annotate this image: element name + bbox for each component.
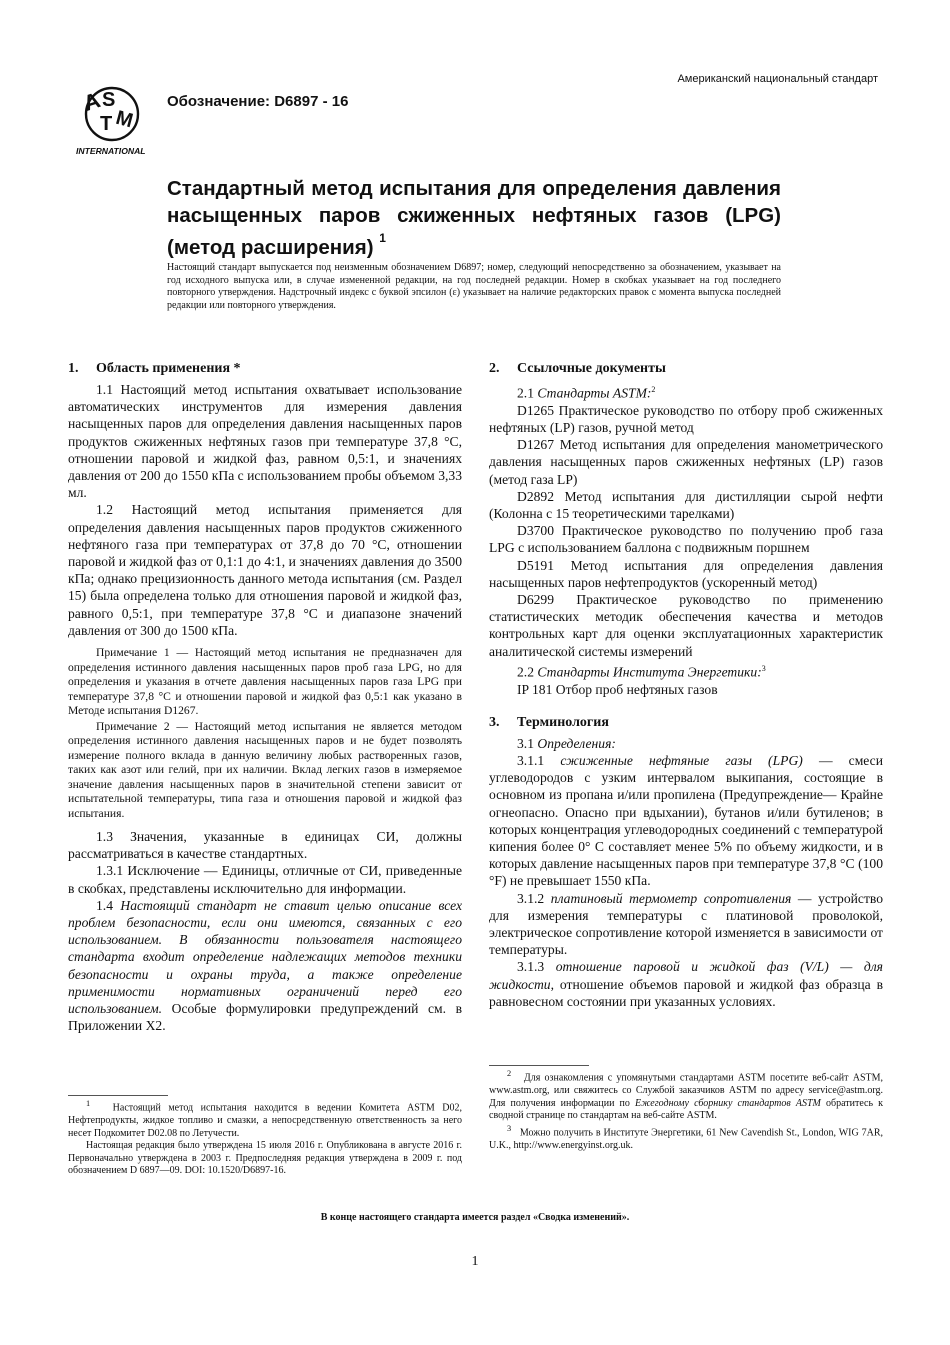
definition-3-1-2: 3.1.2 платиновый термометр сопротивления — устройство для измерения температуры с платиновой проволокой, электрическое сопротивление которой изменяется в зависимости от температуры. — [489, 890, 884, 958]
reference-item: D5191 Метод испытания для определения давления насыщенных паров нефтепродуктов (ускоренный метод) — [489, 557, 883, 590]
paragraph-3-1: 3.1 Определения: — [517, 735, 616, 751]
footnote-rule-right — [489, 1065, 589, 1066]
footnote-rule-left — [68, 1095, 168, 1096]
paragraph-1-2: 1.2 Настоящий метод испытания применяется для определения давления насыщенных паров продуктов сжиженного нефтяного газа при температурах от 37,8 до 70 °C, отношении паровой и жидкой фаз от 0,1:1 до 4:1, и значениях давления до 3500 кПа; однако прецизионность данного метода испытания (см. Раздел 15) была определена только для отношения паровой и жидкой фаз, равного 0,5:1, при температуре 37,8 °C и диапазоне значений давления от 300 до 1500 кПа. — [68, 502, 462, 638]
paragraph-1-4: 1.4 Настоящий стандарт не ставит целью описание всех проблем безопасности, если они имеются, связанных с его использованием. В обязанности пользователя настоящего стандарта входит определение надлежащих методов техники безопасности и охраны труда, а также определение применимости нормативных ограничений перед его использованием. Особые формулировки предупреждений см. в Приложении X2. — [68, 897, 463, 1034]
designation: Обозначение: D6897 - 16 — [167, 93, 349, 110]
right-column — [489, 360, 883, 1010]
definition-3-1-3: 3.1.3 отношение паровой и жидкой фаз (V/L) — для жидкости, отношение объемов паровой и жидкой фаз образца в равновесном состоянии при указанных условиях. — [489, 959, 883, 1009]
document-title — [167, 175, 781, 261]
paragraph-1-3: 1.3 Значения, указанные в единицах СИ, должны рассматриваться в качестве стандартных. — [68, 829, 462, 862]
footnotes-right — [489, 1068, 883, 1152]
note-2: Примечание 2 — Настоящий метод испытания не является методом определения истинного давления насыщенных паров и не будет позволять измерение полного вклада в данную величину любых растворенных газов, таких как азот или гелий, при их наличии. Вклад легких газов в измеряемое значение давления насыщенных паров в значительной степени зависит от испытательной температуры, типа газа и отношения паровой и жидкой фаз испытания. — [68, 719, 462, 820]
svg-text:M: M — [113, 106, 136, 133]
svg-text:A: A — [80, 87, 104, 116]
reference-item: D1267 Метод испытания для определения манометрического давления насыщенных паров сжиженных нефтяных (LP) газов (метод газа LP) — [489, 437, 883, 487]
logo-international-text: INTERNATIONAL — [76, 146, 146, 156]
paragraph-2-2: 2.2 Стандарты Института Энергетики:$^3$ — [517, 663, 766, 680]
reference-ip181: IP 181 Отбор проб нефтяных газов — [517, 681, 718, 697]
footnote-1: $^1$ Настоящий метод испытания находится в ведении Комитета ASTM D02, Нефтепродукты, жидкое топливо и смазки, а непосредственную ответственность за него несет Подкомитет D02.08 по Летучести. — [68, 1099, 462, 1139]
footnote-3: $^3$ Можно получить в Институте Энергетики, 61 New Cavendish St., London, WIG 7AR, U.K., http://www.energyinst.org.uk. — [489, 1123, 883, 1151]
reference-item: D1265 Практическое руководство по отбору проб сжиженных нефтяных (LP) газов, ручной метод — [489, 402, 883, 435]
section-1-heading: 1. Область применения * — [68, 361, 241, 376]
paragraph-1-1: 1.1 Настоящий метод испытания охватывает использование автоматических инструментов для измерения давления насыщенных паров для определения давления насыщенных паров продуктов сжиженных нефтяных газов при температуре 37,8 °C, отношении паровой и жидкой фаз, равном 0,5:1, и значениях давления от 200 до 1550 кПа с использованием пробы объемом 3,33 мл. — [68, 382, 462, 501]
national-standard-label: Американский национальный стандарт — [677, 73, 878, 85]
paragraph-2-1: 2.1 Стандарты ASTM:$^2$ — [517, 385, 656, 401]
summary-of-changes-note: В конце настоящего стандарта имеется раздел «Сводка изменений». — [320, 1212, 630, 1223]
reference-item: D2892 Метод испытания для дистилляции сырой нефти (Колонна с 15 теоретическими тарелками) — [489, 488, 883, 521]
note-1: Примечание 1 — Настоящий метод испытания не предназначен для определения истинного давления насыщенных паров проб газа LPG, но для определения и указания в отчете давления насыщенных паров газа LPG при температуре 37,8 °C и отношении паровой и жидкой фаз 0,5:1 как указано в Методе испытания D1267. — [68, 646, 462, 718]
paragraph-1-3-1: 1.3.1 Исключение — Единицы, отличные от СИ, приведенные в скобках, представлены исключительно для информации. — [68, 863, 462, 896]
svg-text:T: T — [100, 113, 113, 135]
page-number: 1 — [471, 1254, 479, 1269]
footnote-2: $^2$ Для ознакомления с упомянутыми стандартами ASTM посетите веб-сайт ASTM, www.astm.org, или свяжитесь со Службой заказчиков ASTM по адресу service@astm.org. Для получения информации по Ежегодному сборнику стандартов ASTM обратитесь к сводной странице по стандартам на веб-сайте ASTM. — [489, 1069, 884, 1122]
svg-text:S: S — [102, 89, 116, 111]
section-2-heading: 2. Ссылочные документы — [489, 361, 666, 376]
definition-3-1-1: 3.1.1 сжиженные нефтяные газы (LPG) — смеси углеводородов с узким интервалом выкипания, состоящие в основном из пропана и/или пропилена (Предупреждение— Крайне огнеопасно. Опасно при вдыхании), бутанов и/или бутиленов; в которых концентрация углеводородных соединений с температурой кипения более 0° C составляет менее 5% по объему жидкости, и в которых давление насыщенных паров при температуре 37,8 °C (100 °F) не превышает 1550 кПа. — [489, 752, 883, 889]
astm-logo — [76, 84, 158, 158]
left-column — [68, 360, 462, 1034]
title-footnote-mark: 1 — [379, 231, 386, 245]
section-3-heading: 3. Терминология — [489, 714, 609, 730]
footnote-1-approval: Настоящая редакция было утверждена 15 июля 2016 г. Опубликована в августе 2016 г. Первоначально утверждена в 2003 г. Предпоследняя редакция утверждена в 2009 г. под обозначением D 6897—09. DOI: 10.1520/D6897-16. — [68, 1140, 462, 1177]
footnotes-left — [68, 1098, 462, 1178]
standard-notice: Настоящий стандарт выпускается под неизменным обозначением D6897; номер, следующий непосредственно за обозначением, указывает на год исходного выпуска или, в случае измененной редакции, на год последней редакции. Номер в скобках указывает на год последнего повторного утверждения. Надстрочный индекс с буквой эпсилон (ε) указывает на наличие редакторских правок с момента выпуска последней редакции или повторного утверждения. — [167, 262, 781, 311]
title-text: Стандартный метод испытания для определения давления насыщенных паров сжиженных нефтяных газов (LPG) (метод расширения) — [167, 177, 781, 259]
reference-item: D3700 Практическое руководство по получению проб газа LPG с использованием баллона с подвижным поршнем — [489, 523, 883, 556]
reference-item: D6299 Практическое руководство по применению статистических методик обеспечения качества и методов контрольных карт для оценки эксплуатационных характеристик аналитической системы измерений — [489, 591, 883, 659]
